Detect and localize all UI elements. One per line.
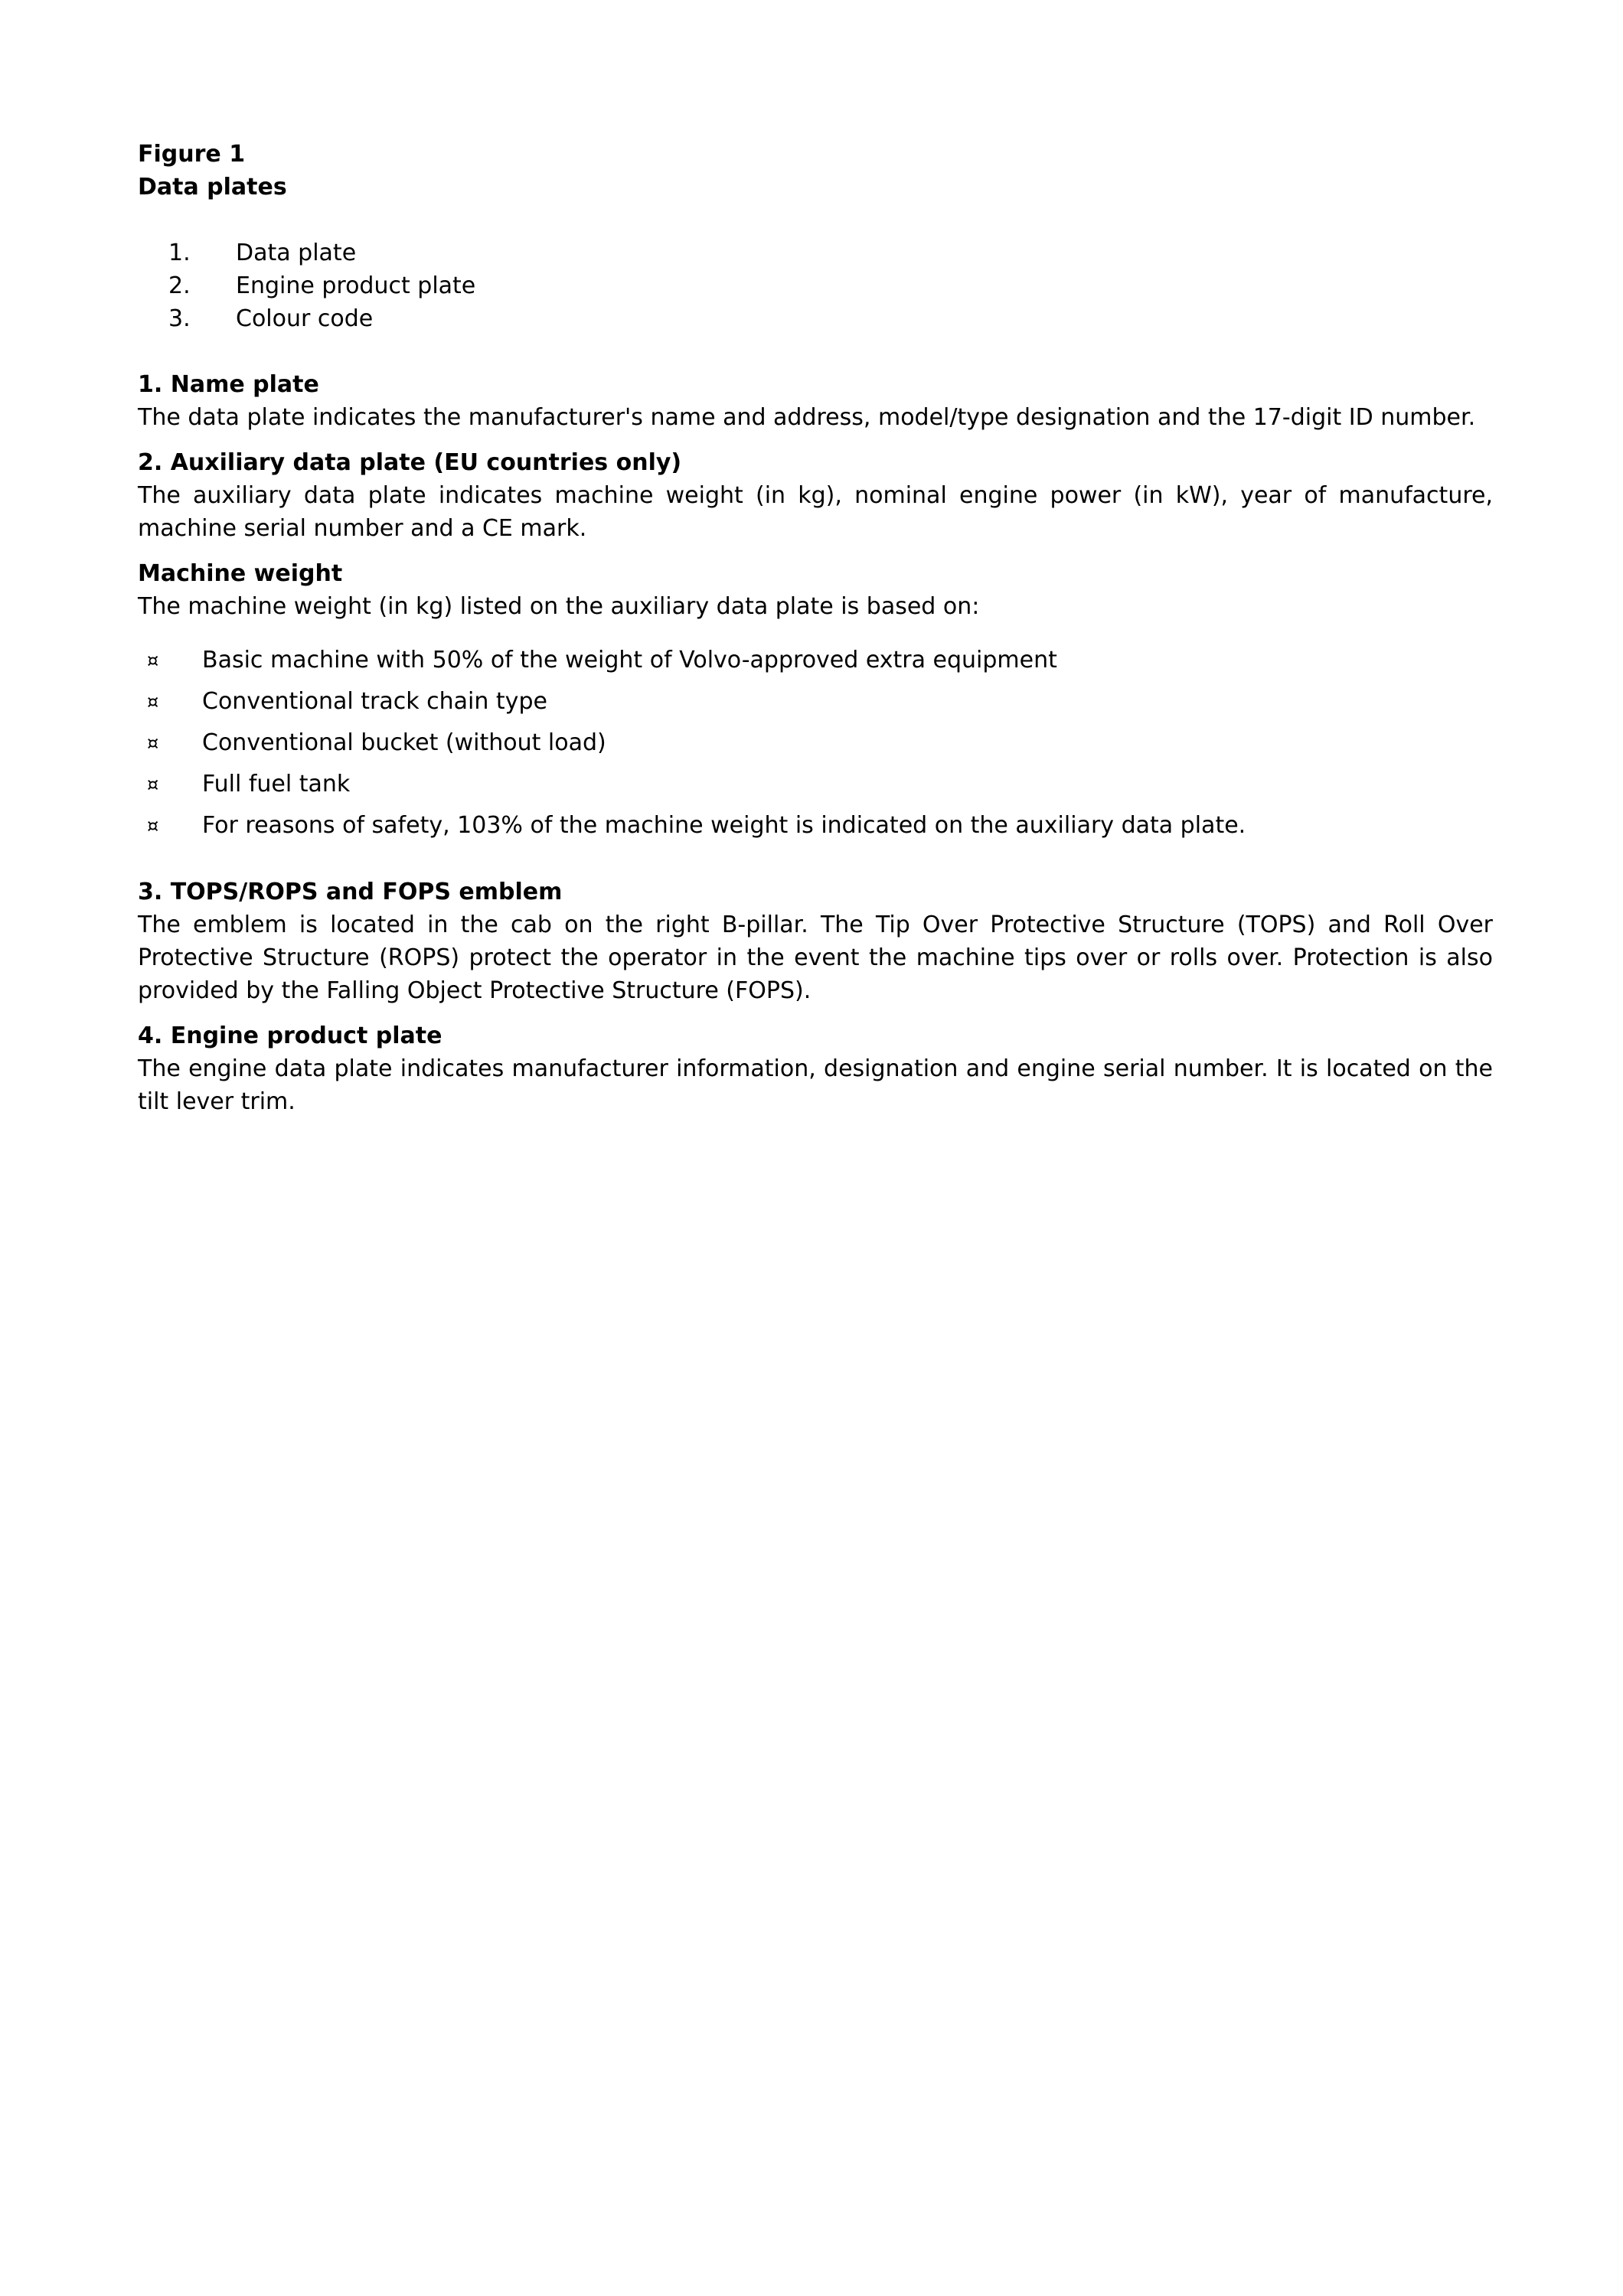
- list-item-text: Data plate: [236, 240, 357, 266]
- section-heading: Machine weight: [138, 560, 343, 587]
- list-item-text: Full fuel tank: [202, 771, 351, 797]
- section-heading: 3. TOPS/ROPS and FOPS emblem: [138, 879, 563, 905]
- list-item: [138, 722, 1493, 764]
- list-item: [138, 764, 1493, 805]
- bullet-mark: ¤: [147, 815, 159, 837]
- list-item-text: Conventional track chain type: [202, 688, 547, 715]
- figure-title: Data plates: [138, 174, 287, 201]
- section-engine-product-plate: [138, 1019, 1493, 1118]
- list-item: [138, 302, 1493, 335]
- list-item: [138, 640, 1493, 681]
- section-tops-rops-fops: [138, 876, 1493, 1007]
- bullet-mark: ¤: [147, 691, 159, 713]
- bullet-mark: ¤: [147, 774, 159, 795]
- list-item: [138, 236, 1493, 269]
- section-machine-weight: [138, 557, 1493, 846]
- list-item-text: Conventional bucket (without load): [202, 729, 606, 756]
- list-item: [138, 681, 1493, 722]
- list-item-text: Basic machine with 50% of the weight of Volvo-approved extra equipment: [202, 647, 1057, 673]
- list-item-number: 3.: [168, 305, 191, 332]
- section-body: The engine data plate indicates manufacturer information, designation and engine serial number. It is located on the tilt lever trim.: [138, 1055, 1493, 1115]
- list-item: [138, 269, 1493, 302]
- section-heading: 4. Engine product plate: [138, 1022, 442, 1049]
- figure-label: Figure 1: [138, 141, 246, 168]
- section-heading: 1. Name plate: [138, 371, 319, 398]
- section-body: The emblem is located in the cab on the right B-pillar. The Tip Over Protective Structure (TOPS) and Roll Over Protective Structure (ROPS) protect the operator in the event the machine tips over or rolls over. Protection is also provided by the Falling Object Protective Structure (FOPS).: [138, 912, 1493, 1004]
- list-item-text: Colour code: [236, 305, 374, 332]
- section-body: The auxiliary data plate indicates machine weight (in kg), nominal engine power (in kW), year of manufacture, machine serial number and a CE mark.: [138, 482, 1493, 542]
- list-item-text: For reasons of safety, 103% of the machine weight is indicated on the auxiliary data plate.: [202, 812, 1246, 839]
- section-body: The machine weight (in kg) listed on the auxiliary data plate is based on:: [138, 593, 980, 620]
- bullet-mark: ¤: [147, 732, 159, 754]
- figure-legend-list: [138, 236, 1493, 335]
- document-page: [138, 138, 1493, 1118]
- list-item: [138, 805, 1493, 846]
- list-item-text: Engine product plate: [236, 272, 476, 299]
- section-body: The data plate indicates the manufacturer's name and address, model/type designation and the 17-digit ID number.: [138, 404, 1476, 431]
- weight-basis-list: [138, 640, 1493, 846]
- section-name-plate: [138, 368, 1493, 434]
- list-item-number: 1.: [168, 240, 191, 266]
- section-heading: 2. Auxiliary data plate (EU countries only): [138, 449, 682, 476]
- section-auxiliary-data-plate: [138, 446, 1493, 545]
- bullet-mark: ¤: [147, 650, 159, 671]
- list-item-number: 2.: [168, 272, 191, 299]
